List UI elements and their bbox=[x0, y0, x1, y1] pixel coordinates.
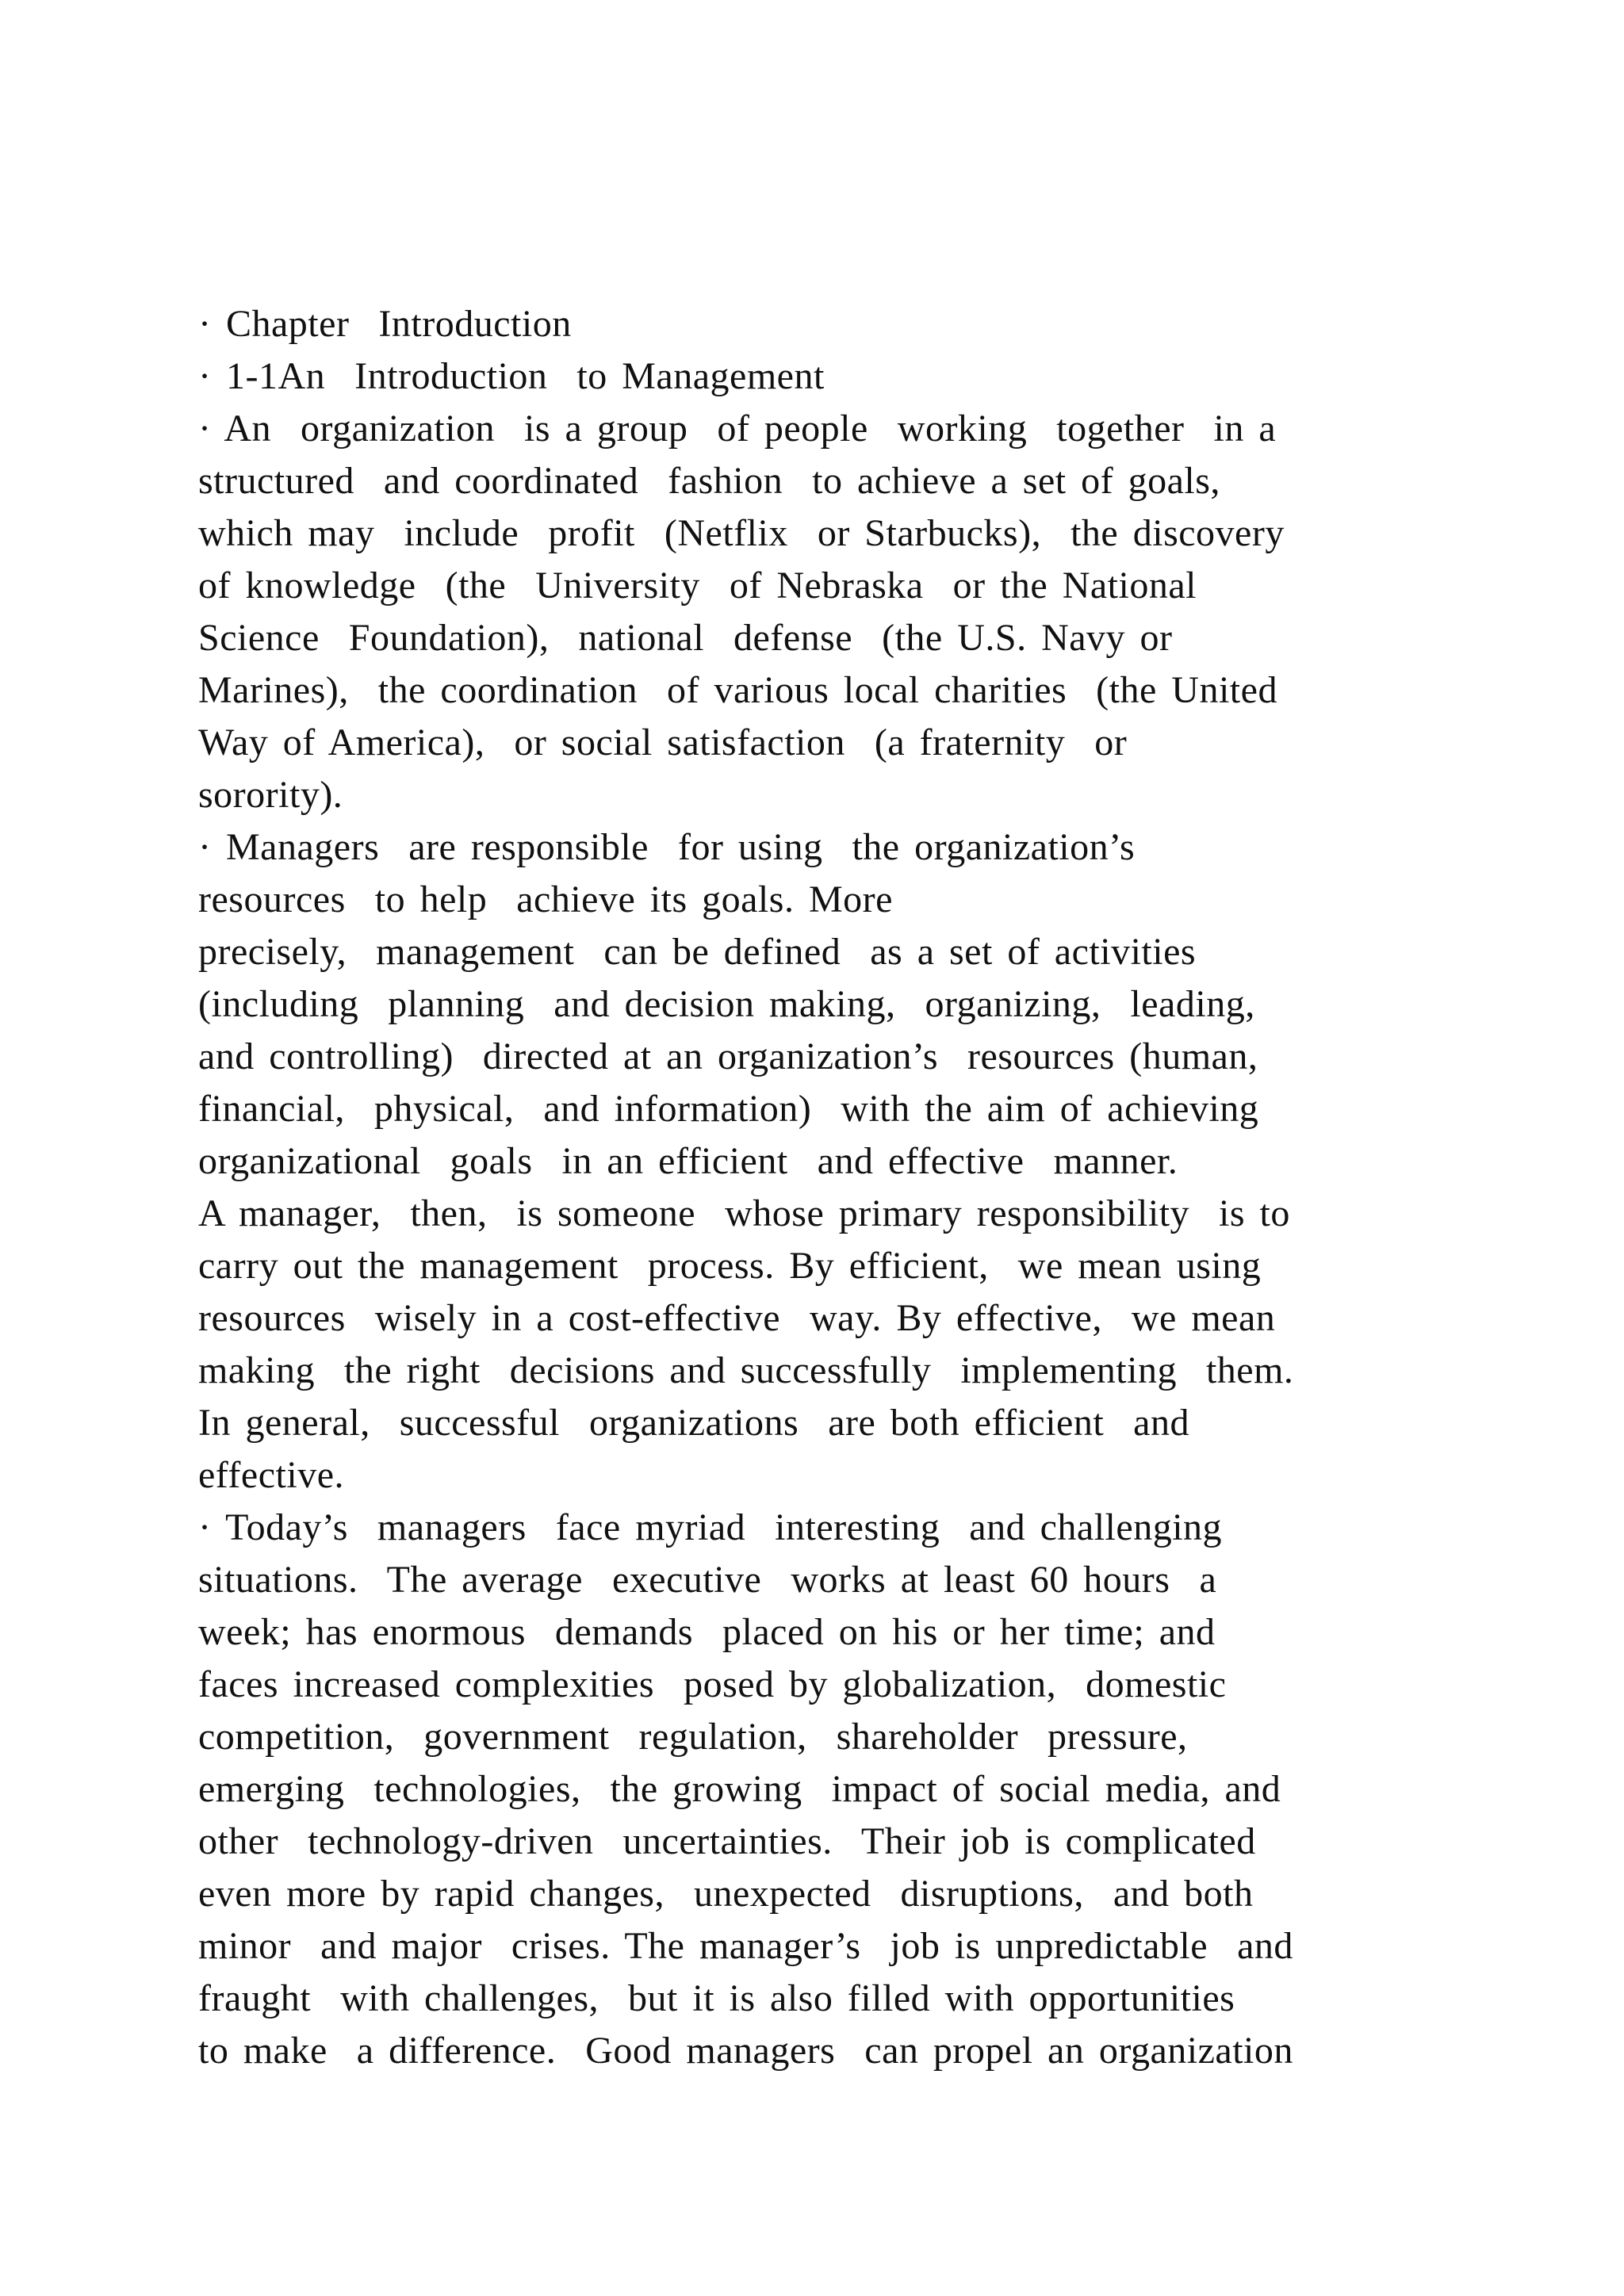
text-line: other technology-driven uncertainties. Their job is complicated bbox=[198, 1820, 1256, 1862]
text-line: which may include profit (Netflix or Starbucks), the discovery bbox=[198, 512, 1285, 554]
text-line: organizational goals in an efficient and effective manner. bbox=[198, 1140, 1178, 1182]
text-line: precisely, management can be defined as a set of activities bbox=[198, 931, 1197, 973]
text-line: resources wisely in a cost-effective way. By effective, we mean bbox=[198, 1297, 1276, 1339]
text-line: making the right decisions and successfully implementing them. bbox=[198, 1349, 1294, 1391]
text-line: minor and major crises. The manager’s job is unpredictable and bbox=[198, 1925, 1293, 1967]
text-line: (including planning and decision making, organizing, leading, bbox=[198, 983, 1255, 1025]
text-line: emerging technologies, the growing impact of social media, and bbox=[198, 1768, 1281, 1810]
text-line: week; has enormous demands placed on his or her time; and bbox=[198, 1611, 1216, 1653]
text-line: Way of America), or social satisfaction (a fraternity or bbox=[198, 721, 1128, 763]
text-line: financial, physical, and information) with the aim of achieving bbox=[198, 1088, 1259, 1130]
text-line: Science Foundation), national defense (the U.S. Navy or bbox=[198, 617, 1173, 659]
text-line: even more by rapid changes, unexpected disruptions, and both bbox=[198, 1873, 1254, 1915]
text-line: · An organization is a group of people working together in a bbox=[198, 408, 1277, 450]
text-line: · 1-1An Introduction to Management bbox=[198, 355, 825, 397]
text-line: and controlling) directed at an organization’s resources (human, bbox=[198, 1035, 1258, 1077]
text-line: sorority). bbox=[198, 774, 343, 816]
text-line: A manager, then, is someone whose primary responsibility is to bbox=[198, 1192, 1290, 1234]
text-line: faces increased complexities posed by globalization, domestic bbox=[198, 1663, 1227, 1705]
text-line: competition, government regulation, shareholder pressure, bbox=[198, 1716, 1188, 1758]
text-line: · Managers are responsible for using the organization’s bbox=[198, 826, 1136, 868]
text-line: structured and coordinated fashion to achieve a set of goals, bbox=[198, 460, 1220, 502]
text-line: Marines), the coordination of various local charities (the United bbox=[198, 669, 1277, 711]
text-line: In general, successful organizations are both efficient and bbox=[198, 1402, 1189, 1444]
text-line: fraught with challenges, but it is also filled with opportunities bbox=[198, 1977, 1235, 2019]
text-line: · Today’s managers face myriad interesting and challenging bbox=[198, 1506, 1223, 1548]
document-body bbox=[198, 298, 1515, 2077]
text-line: · Chapter Introduction bbox=[198, 303, 572, 345]
text-line: of knowledge (the University of Nebraska or the National bbox=[198, 564, 1197, 607]
text-line: resources to help achieve its goals. More bbox=[198, 878, 893, 920]
text-line: carry out the management process. By efficient, we mean using bbox=[198, 1245, 1262, 1287]
text-line: to make a difference. Good managers can propel an organization bbox=[198, 2030, 1293, 2072]
text-line: effective. bbox=[198, 1454, 344, 1496]
text-line: situations. The average executive works at least 60 hours a bbox=[198, 1559, 1217, 1601]
